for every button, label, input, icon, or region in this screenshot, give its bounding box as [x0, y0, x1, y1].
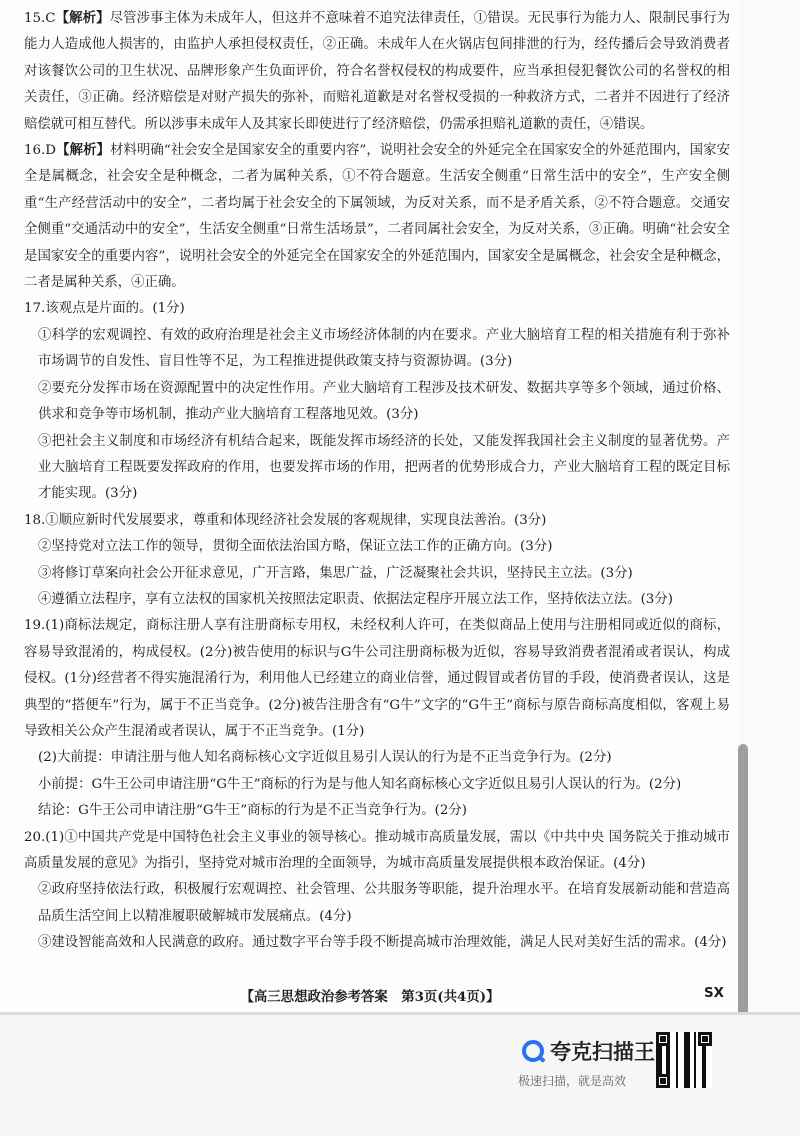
scanner-slogan: 极速扫描，就是高效 [518, 1074, 627, 1088]
answer-17-head: 17.该观点是片面的。(1分) [24, 301, 185, 317]
answer-20-point: ③建设智能高效和人民满意的政府。通过数字平台等手段不断提高城市治理效能，满足人民对美好生活的需求。(4分) [38, 935, 727, 951]
answer-17-point: ①科学的宏观调控、有效的政府治理是社会主义市场经济体制的内在要求。产业大脑培育工程的相关措施有利于弥补市场调节的自发性、盲目性等不足，为工程推进提供政策支持与资源协调。(3分) [38, 327, 730, 370]
page-footer [0, 986, 740, 1008]
qr-code-icon [656, 1032, 712, 1088]
answer-20-head: 20.(1)①中国共产党是中国特色社会主义事业的领导核心。推动城市高质量发展，需以《中共中央 国务院关于推动城市高质量发展的意见》为指引，坚持党对城市治理的全面领导，为城市高质量发展提供根本政治保证。(4分) [24, 829, 730, 871]
analysis-tag: 【解析】 [56, 143, 111, 159]
footer-title: 【高三思想政治参考答案 第3页(共4页)】 [240, 989, 500, 1005]
answer-18-point: ④遵循立法程序，享有立法权的国家机关按照法定职责、依据法定程序开展立法工作，坚持依法立法。(3分) [38, 591, 673, 607]
answer-text: 尽管涉事主体为未成年人，但这并不意味着不追究法律责任，①错误。无民事行为能力人、限制民事行为能力人造成他人损害的，由监护人承担侵权责任，②正确。未成年人在火锅店包间排泄的行为，经传播后会导致消费者对该餐饮公司的卫生状况、品牌形象产生负面评价，符合名誉权侵权的构成要件，应当承担侵犯餐饮公司的名誉权的相关责任，③正确。经济赔偿是对财产损失的弥补，而赔礼道歉是对名誉权受损的一种救济方式，二者并不因进行了经济赔偿就可相互替代。所以涉事未成年人及其家长即使进行了经济赔偿，仍需承担赔礼道歉的责任，④错误。 [24, 11, 731, 132]
analysis-tag: 【解析】 [55, 11, 110, 26]
subject-code: SX [704, 986, 724, 1001]
question-number: 15.C [24, 11, 56, 26]
qr-finder [656, 1074, 670, 1088]
answer-19-conclusion: 结论：G牛王公司申请注册“G牛王”商标的行为是不正当竞争行为。(2分) [38, 803, 467, 819]
answer-20-point: ②政府坚持依法行政，积极履行宏观调控、社会管理、公共服务等职能，提升治理水平。在培育发展新动能和营造高品质生活空间上以精准履职破解城市发展痛点。(4分) [38, 882, 730, 924]
qr-finder [656, 1032, 670, 1046]
answer-19-part1: 19.(1)商标法规定，商标注册人享有注册商标专用权，未经权利人许可，在类似商品上使用与注册相同或近似的商标，容易导致混淆的，构成侵权。(2分)被告使用的标识与G牛公司注册商标极为近似，容易导致消费者混淆或者误认，构成侵权。(1分)经营者不得实施混淆行为，利用他人已经建立的商业信誉，通过假冒或者仿冒的手段，使消费者误认，这是典型的“搭便车”行为，属于不正当竞争。(2分)被告注册含有“G牛”文字的“G牛王”商标与原告商标高度相似，客观上易导致相关公众产生混淆或者误认，属于不正当竞争。(1分) [24, 618, 730, 739]
answer-content [24, 6, 730, 957]
answer-18-point: ②坚持党对立法工作的领导，贯彻全面依法治国方略，保证立法工作的正确方向。(3分) [38, 539, 553, 555]
answer-18-head: 18.①顺应新时代发展要求，尊重和体现经济社会发展的客观规律，实现良法善治。(3分) [24, 512, 547, 528]
scanner-brand: 夸克扫描王 [550, 1040, 655, 1064]
answer-18-point: ③将修订草案向社会公开征求意见，广开言路，集思广益，广泛凝聚社会共识，坚持民主立法。(3分) [38, 565, 633, 581]
answer-text: 材料明确“社会安全是国家安全的重要内容”，说明社会安全的外延完全在国家安全的外延范围内，国家安全是属概念，社会安全是种概念，二者为属种关系，①不符合题意。生活安全侧重“日常生活中的安全”，生产安全侧重“生产经营活动中的安全”，二者均属于社会安全的下属领域，为反对关系，而不是矛盾关系，②不符合题意。交通安全侧重“交通活动中的安全”，生活安全侧重“日常生活场景”，二者同属社会安全，为反对关系，③正确。明确“社会安全是国家安全的重要内容”，说明社会安全的外延完全在国家安全的外延范围内，国家安全是属概念，社会安全是种概念，二者是属种关系，④正确。 [24, 143, 730, 291]
answer-19-minor-premise: 小前提：G牛王公司申请注册“G牛王”商标的行为是与他人知名商标核心文字近似且易引人误认的行为。(2分) [38, 776, 682, 792]
qr-finder [698, 1032, 712, 1046]
question-number: 16.D [24, 143, 57, 159]
answer-17-point: ②要充分发挥市场在资源配置中的决定性作用。产业大脑培育工程涉及技术研发、数据共享等多个领域，通过价格、供求和竞争等市场机制，推动产业大脑培育工程落地见效。(3分) [38, 380, 730, 423]
answer-17-point: ③把社会主义制度和市场经济有机结合起来，既能发挥市场经济的长处，又能发挥我国社会主义制度的显著优势。产业大脑培育工程既要发挥政府的作用，也要发挥市场的作用，把两者的优势形成合力，产业大脑培育工程的既定目标才能实现。(3分) [38, 433, 730, 502]
answer-15 [24, 6, 730, 138]
answer-19-major-premise: (2)大前提：申请注册与他人知名商标核心文字近似且易引人误认的行为是不正当竞争行为。(2分) [38, 750, 612, 766]
quark-logo-icon [522, 1040, 544, 1062]
answer-16 [24, 138, 730, 296]
vertical-scrollbar[interactable] [738, 744, 748, 1022]
